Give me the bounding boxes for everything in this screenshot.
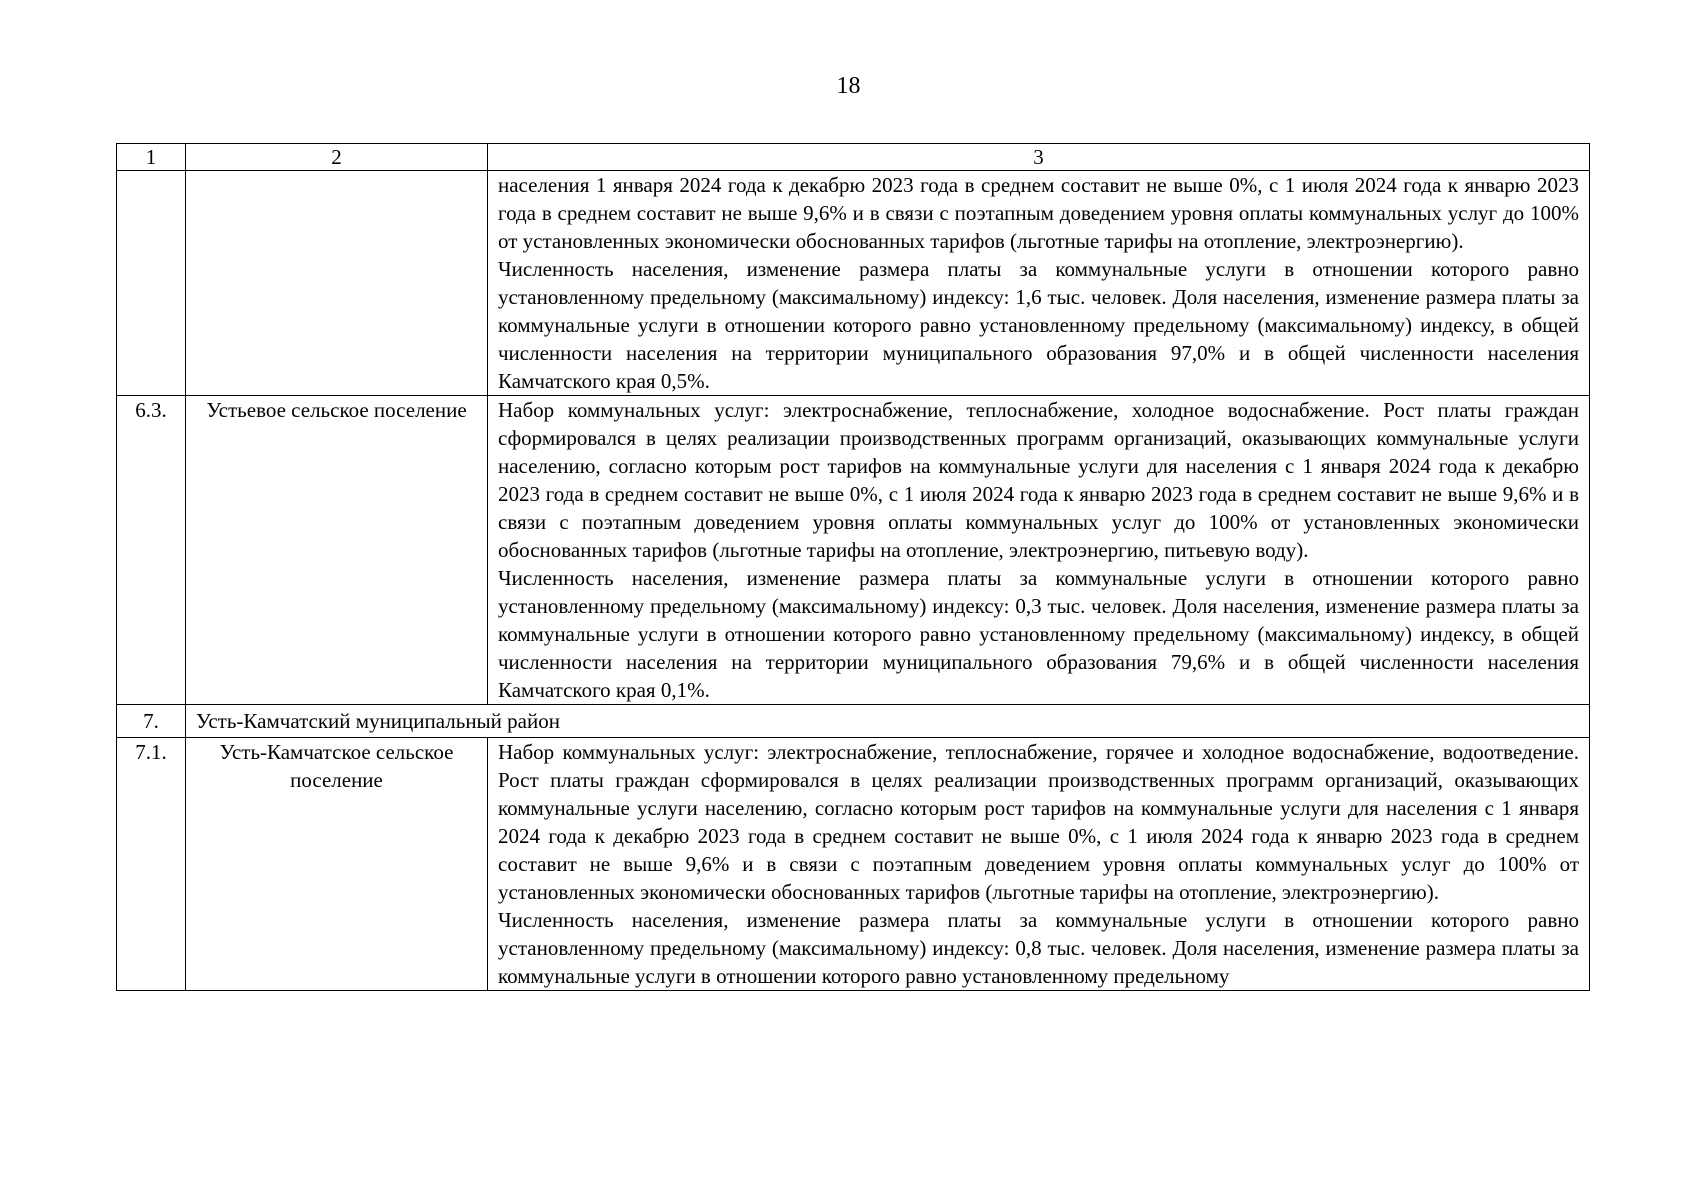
row-number: 7.1. (117, 738, 186, 991)
table-row (117, 171, 1590, 396)
district-name: Усть-Камчатский муниципальный район (186, 705, 1590, 738)
description-paragraph: Численность населения, изменение размера платы за коммунальные услуги в отношении которого равно установленному предельному (максимальному) индексу: 1,6 тыс. человек. Доля населения, изменение размера платы за коммунальные услуги в отношении которого равно установленному предельному (максимальному) индексу, в общей численности населения на территории муниципального образования 97,0% и в общей численности населения Камчатского края 0,5%. (498, 257, 1579, 393)
settlement-name: Усть-Камчатское сельское поселение (186, 738, 488, 991)
tariff-table (116, 143, 1590, 991)
description-paragraph: Набор коммунальных услуг: электроснабжение, теплоснабжение, холодное водоснабжение. Рост платы граждан сформировался в целях реализации производственных программ организаций, оказывающих коммунальные услуги населению, согласно которым рост тарифов на коммунальные услуги для населения с 1 января 2024 года к декабрю 2023 года в среднем составит не выше 0%, с 1 июля 2024 года к январю 2023 года в среднем составит не выше 9,6% и в связи с поэтапным доведением уровня оплаты коммунальных услуг до 100% от установленных экономически обоснованных тарифов (льготные тарифы на отопление, электроэнергию, питьевую воду). (498, 398, 1579, 562)
description-paragraph: Набор коммунальных услуг: электроснабжение, теплоснабжение, горячее и холодное водоснабжение, водоотведение. Рост платы граждан сформировался в целях реализации производственных программ организаций, оказывающих коммунальные услуги населению, согласно которым рост тарифов на коммунальные услуги для населения с 1 января 2024 года к декабрю 2023 года в среднем составит не выше 0%, с 1 июля 2024 года к январю 2023 года в среднем составит не выше 9,6% и в связи с поэтапным доведением уровня оплаты коммунальных услуг до 100% от установленных экономически обоснованных тарифов (льготные тарифы на отопление, электроэнергию). (498, 740, 1579, 904)
settlement-name: Устьевое сельское поселение (186, 396, 488, 705)
row-number (117, 171, 186, 396)
table-row (117, 396, 1590, 705)
settlement-name (186, 171, 488, 396)
table-header-row (117, 144, 1590, 171)
row-number: 7. (117, 705, 186, 738)
description-paragraph: Численность населения, изменение размера платы за коммунальные услуги в отношении которого равно установленному предельному (максимальному) индексу: 0,3 тыс. человек. Доля населения, изменение размера платы за коммунальные услуги в отношении которого равно установленному предельному (максимальному) индексу, в общей численности населения на территории муниципального образования 79,6% и в общей численности населения Камчатского края 0,1%. (498, 566, 1579, 702)
column-header-2: 2 (186, 144, 488, 171)
row-number: 6.3. (117, 396, 186, 705)
row-description (488, 738, 1590, 991)
column-header-3: 3 (488, 144, 1590, 171)
row-description (488, 171, 1590, 396)
description-paragraph: населения 1 января 2024 года к декабрю 2023 года в среднем составит не выше 0%, с 1 июля 2024 года к январю 2023 года в среднем составит не выше 9,6% и в связи с поэтапным доведением уровня оплаты коммунальных услуг до 100% от установленных экономически обоснованных тарифов (льготные тарифы на отопление, электроэнергию). (498, 173, 1579, 253)
table-row (117, 738, 1590, 991)
column-header-1: 1 (117, 144, 186, 171)
district-row (117, 705, 1590, 738)
row-description (488, 396, 1590, 705)
page-number: 18 (836, 73, 861, 99)
description-paragraph: Численность населения, изменение размера платы за коммунальные услуги в отношении которого равно установленному предельному (максимальному) индексу: 0,8 тыс. человек. Доля населения, изменение размера платы за коммунальные услуги в отношении которого равно установленному предельному (498, 908, 1579, 988)
